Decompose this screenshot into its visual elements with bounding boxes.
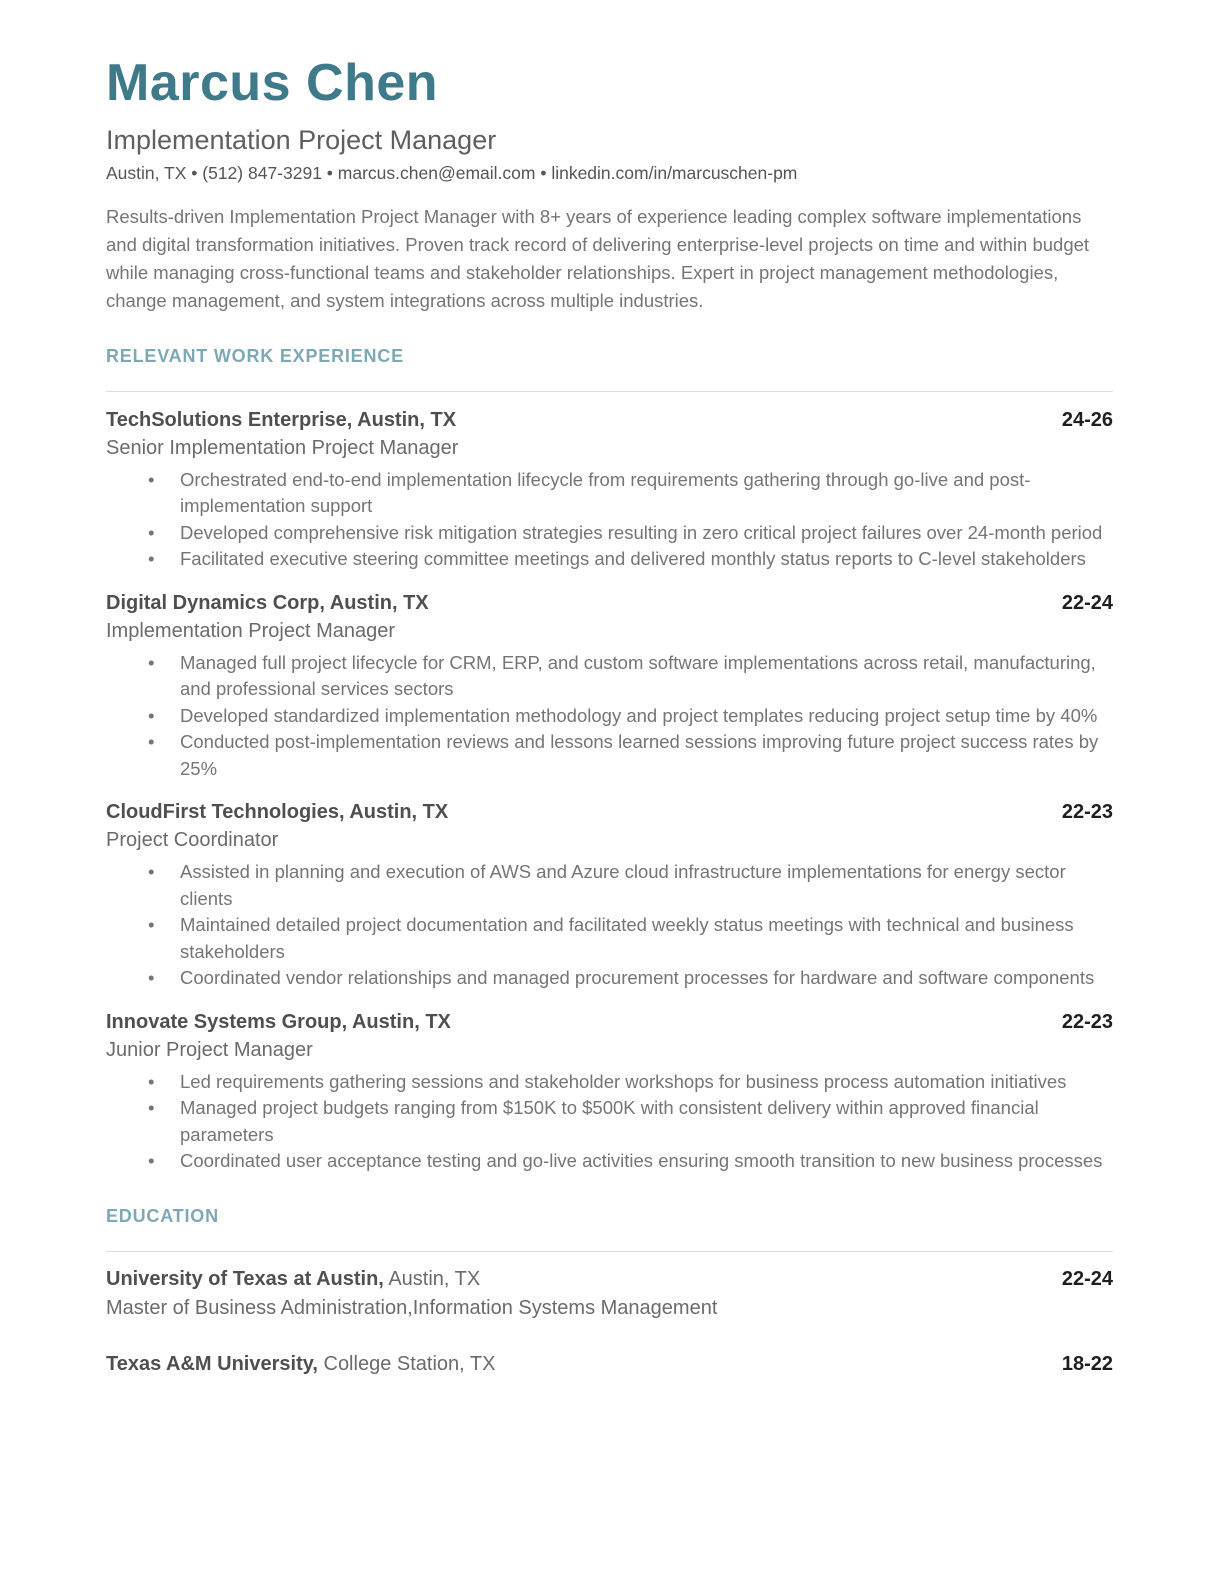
company-name: CloudFirst Technologies, Austin, TX [106, 801, 449, 824]
job-role: Senior Implementation Project Manager [106, 436, 459, 459]
education-entry [106, 1268, 1113, 1320]
job-entry-header [106, 409, 1113, 432]
education-entry [106, 1353, 1113, 1376]
job-entry-header [106, 801, 1113, 824]
job-role: Implementation Project Manager [106, 619, 396, 642]
school-line-text [106, 1268, 480, 1291]
education-dates: 18-22 [1061, 1352, 1113, 1375]
job-bullet: • Maintained detailed project documentation and facilitated weekly status meetings with technical and business stakeholders [106, 912, 1113, 965]
section-heading-education: EDUCATION [106, 1205, 219, 1226]
job-bullet: • Managed project budgets ranging from $150K to $500K with consistent delivery within approved financial parameters [106, 1095, 1113, 1148]
job-bullet: • Assisted in planning and execution of AWS and Azure cloud infrastructure implementations for energy sector clients [106, 859, 1113, 912]
contact-info: Austin, TX • (512) 847-3291 • marcus.chen@email.com • linkedin.com/in/marcuschen-pm [106, 162, 798, 183]
school-name: Texas A&M University, [106, 1352, 318, 1375]
person-title: Implementation Project Manager [106, 124, 497, 155]
degree-name: Master of Business Administration,Information Systems Management [106, 1296, 718, 1319]
job-bullet-list [106, 859, 1113, 992]
job-dates: 22-24 [1061, 591, 1113, 614]
school-location: Austin, TX [383, 1267, 481, 1290]
job-dates: 22-23 [1061, 1010, 1113, 1033]
school-line-text [106, 1353, 495, 1376]
section-divider [106, 391, 1113, 392]
job-bullet: • Managed full project lifecycle for CRM, ERP, and custom software implementations across retail, manufacturing, and professional services sectors [106, 650, 1113, 703]
company-name: Digital Dynamics Corp, Austin, TX [106, 591, 429, 614]
job-bullet: • Conducted post-implementation reviews and lessons learned sessions improving future project success rates by 25% [106, 729, 1113, 782]
job-bullet: • Coordinated user acceptance testing and go-live activities ensuring smooth transition to new business processes [106, 1148, 1113, 1175]
job-bullet: • Coordinated vendor relationships and managed procurement processes for hardware and software components [106, 965, 1113, 992]
job-dates: 22-23 [1061, 801, 1113, 824]
section-divider [106, 1251, 1113, 1252]
person-name: Marcus Chen [106, 54, 439, 112]
company-name: TechSolutions Enterprise, Austin, TX [106, 408, 457, 431]
job-bullet: • Orchestrated end-to-end implementation lifecycle from requirements gathering through go-live and post-implementation support [106, 467, 1113, 520]
job-bullet: • Facilitated executive steering committee meetings and delivered monthly status reports to C-level stakeholders [106, 546, 1113, 573]
school-location: College Station, TX [317, 1352, 496, 1375]
job-bullet: • Developed comprehensive risk mitigation strategies resulting in zero critical project failures over 24-month period [106, 520, 1113, 547]
job-entry [106, 801, 1113, 992]
job-role: Junior Project Manager [106, 1038, 313, 1061]
education-entry-header [106, 1353, 1113, 1376]
job-dates: 24-26 [1061, 408, 1113, 431]
school-name: University of Texas at Austin, [106, 1267, 384, 1290]
job-role: Project Coordinator [106, 829, 279, 852]
professional-summary: Results-driven Implementation Project Manager with 8+ years of experience leading complex software implementations and digital transformation initiatives. Proven track record of delivering enterprise-level projects on time and within budget while managing cross-functional teams and stakeholder relationships. Expert in project management methodologies, change management, and system integrations across multiple industries. [106, 205, 1090, 311]
job-bullet: • Developed standardized implementation methodology and project templates reducing project setup time by 40% [106, 703, 1113, 730]
education-entry-header [106, 1268, 1113, 1291]
company-name: Innovate Systems Group, Austin, TX [106, 1010, 451, 1033]
education-dates: 22-24 [1061, 1267, 1113, 1290]
job-bullet: • Led requirements gathering sessions and stakeholder workshops for business process automation initiatives [106, 1069, 1113, 1096]
job-entry [106, 409, 1113, 573]
job-bullet-list [106, 1069, 1113, 1175]
job-entry-header [106, 592, 1113, 615]
job-entry-header [106, 1011, 1113, 1034]
job-bullet-list [106, 650, 1113, 783]
job-entry [106, 1011, 1113, 1175]
section-heading-experience: RELEVANT WORK EXPERIENCE [106, 345, 404, 366]
job-bullet-list [106, 467, 1113, 573]
job-entry [106, 592, 1113, 783]
